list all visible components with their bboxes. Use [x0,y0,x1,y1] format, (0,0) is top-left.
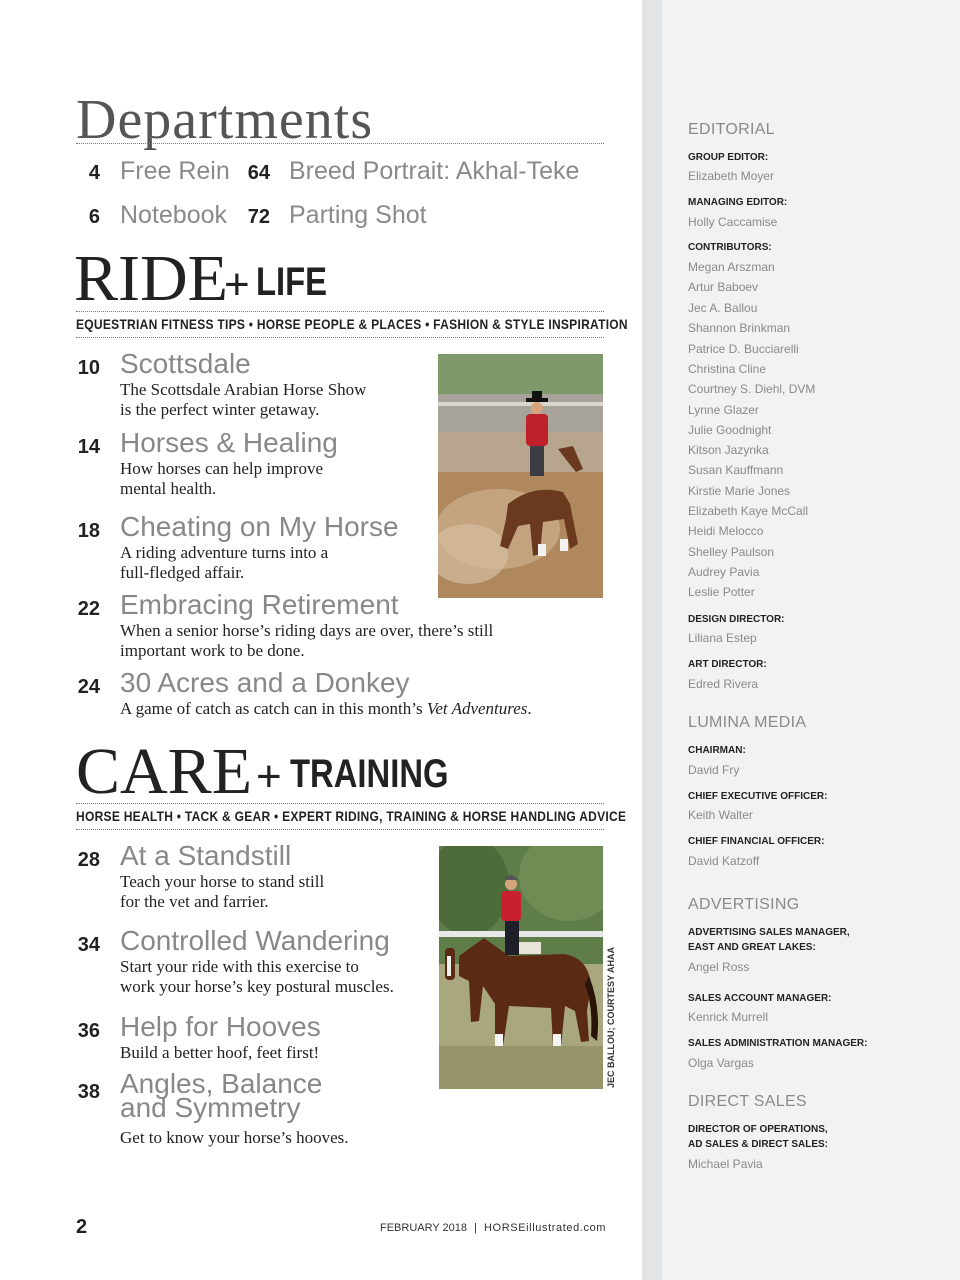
story-page-number: 36 [77,1020,100,1042]
story-page-number: 18 [77,520,100,542]
story-title-angles[interactable] [120,1068,323,1123]
dept-item-notebook[interactable]: Notebook [120,201,228,229]
dept-item-free-rein[interactable]: Free Rein [120,157,230,185]
masthead-heading-advertising: ADVERTISING [688,896,800,913]
dept-item-breed-portrait[interactable]: Breed Portrait: Akhal-Teke [289,157,580,185]
contributor-name: Shannon Brinkman [688,321,791,335]
riding-lesson-photo [439,846,603,1089]
contributor-name: Shelley Paulson [688,545,775,559]
masthead-name: Olga Vargas [688,1056,754,1070]
section-title-life: LIFE [256,260,328,304]
dept-page-number: 64 [247,162,270,184]
masthead-name: Edred Rivera [688,677,759,691]
story-page-number: 14 [77,436,100,458]
masthead-label [688,925,850,955]
dotted-rule [76,143,604,144]
story-page-number: 22 [77,598,100,620]
masthead-name: Liliana Estep [688,631,757,645]
story-title-line: Angles, Balance [120,1068,323,1099]
story-desc [120,543,328,583]
story-desc-line: Teach your horse to stand still [120,872,325,891]
story-page-number: 34 [77,934,100,956]
page-footer [380,1222,606,1234]
contributor-name: Jec A. Ballou [688,301,758,315]
section-subline: EQUESTRIAN FITNESS TIPS • HORSE PEOPLE & PLACES • FASHION & STYLE INSPIRATION [76,316,628,332]
masthead-name: Keith Walter [688,808,753,822]
masthead-name: Kenrick Murrell [688,1010,769,1024]
story-desc-line: Start your ride with this exercise to [120,957,359,976]
dept-page-number: 4 [88,162,100,184]
story-title-cheating[interactable]: Cheating on My Horse [120,511,399,542]
story-desc-line: When a senior horse’s riding days are over, there’s still [120,621,494,640]
story-desc [120,1128,349,1148]
contributor-name: Audrey Pavia [688,565,760,579]
story-desc-line: Get to know your horse’s hooves. [120,1128,349,1147]
masthead-sidebar [662,0,960,1280]
dept-page-number: 6 [88,206,100,228]
masthead-name: Elizabeth Moyer [688,169,775,183]
section-title-ride: RIDE [74,242,228,315]
story-title-scottsdale[interactable]: Scottsdale [120,348,251,379]
masthead-label: CHAIRMAN: [688,745,746,756]
reining-horse-photo [438,354,603,598]
story-desc [120,872,324,912]
departments-title: Departments [76,89,374,151]
masthead-label: CHIEF FINANCIAL OFFICER: [688,836,825,847]
footer-separator: | [474,1222,477,1234]
masthead-label-line: EAST AND GREAT LAKES: [688,942,816,953]
story-desc [120,957,394,997]
section-subline: HORSE HEALTH • TACK & GEAR • EXPERT RIDING, TRAINING & HORSE HANDLING ADVICE [76,808,627,824]
story-title-line: and Symmetry [120,1092,301,1123]
contributor-name: Artur Baboev [688,280,759,294]
dept-page-number: 72 [247,206,270,228]
story-page-number: 28 [77,849,100,871]
story-desc-line: The Scottsdale Arabian Horse Show [120,380,367,399]
masthead-label: ART DIRECTOR: [688,659,767,670]
footer-website[interactable]: HORSEillustrated.com [484,1222,607,1234]
section-title-plus: + [224,260,250,309]
contributor-name: Christina Cline [688,362,767,376]
contributor-name: Lynne Glazer [688,403,759,417]
story-page-number: 24 [77,676,100,698]
story-desc-line: How horses can help improve [120,459,324,478]
story-desc [120,1043,319,1063]
story-title-donkey[interactable]: 30 Acres and a Donkey [120,667,410,698]
masthead-label: SALES ADMINISTRATION MANAGER: [688,1038,868,1049]
masthead-name: Angel Ross [688,960,750,974]
masthead-name: David Katzoff [688,854,760,868]
masthead-label-line: ADVERTISING SALES MANAGER, [688,927,850,938]
contributor-name: Julie Goodnight [688,423,772,437]
section-title-training: TRAINING [290,752,449,796]
reining-horse-illustration [438,354,603,598]
contributor-name: Kirstie Marie Jones [688,484,791,498]
story-desc-emphasis: Vet Adventures [426,699,528,718]
story-title-horses-healing[interactable]: Horses & Healing [120,427,338,458]
story-desc-line: Build a better hoof, feet first! [120,1043,320,1062]
section-title-care: CARE [76,735,253,808]
masthead-label: GROUP EDITOR: [688,152,769,163]
story-title-retirement[interactable]: Embracing Retirement [120,589,399,620]
masthead-label-line: AD SALES & DIRECT SALES: [688,1139,829,1150]
photo-credit: JEC BALLOU; COURTESY AHAA [606,946,616,1088]
masthead-name: Holly Caccamise [688,215,778,229]
story-desc-text: A game of catch as catch can in this month’s [120,699,427,718]
dept-item-parting-shot[interactable]: Parting Shot [289,201,427,229]
contributor-name: Susan Kauffmann [688,463,784,477]
contributor-name: Patrice D. Bucciarelli [688,342,799,356]
dotted-rule [76,829,604,830]
contributor-name: Leslie Potter [688,585,755,599]
contributor-name: Heidi Melocco [688,524,764,538]
story-desc-text: . [527,699,532,718]
masthead-heading-editorial: EDITORIAL [688,121,775,138]
story-desc [120,621,493,661]
masthead-label-line: DIRECTOR OF OPERATIONS, [688,1124,828,1135]
dotted-rule [76,803,604,804]
story-desc-line: A riding adventure turns into a [120,543,329,562]
story-page-number: 38 [77,1081,100,1103]
masthead-heading-direct-sales: DIRECT SALES [688,1093,807,1110]
story-desc-line: full-fledged affair. [120,563,245,582]
masthead-label [688,1122,828,1152]
story-desc [120,380,366,420]
story-desc-line: for the vet and farrier. [120,892,269,911]
story-desc [120,459,323,499]
riding-lesson-illustration [439,846,603,1089]
contributor-name: Elizabeth Kaye McCall [688,504,809,518]
contributor-name: Kitson Jazynka [688,443,769,457]
issue-date: FEBRUARY 2018 [380,1222,468,1234]
story-title-controlled-wandering[interactable]: Controlled Wandering [120,925,390,956]
story-desc-line: mental health. [120,479,217,498]
story-desc-line: is the perfect winter getaway. [120,400,320,419]
masthead-label: DESIGN DIRECTOR: [688,614,785,625]
page-number: 2 [76,1216,88,1238]
masthead-label: MANAGING EDITOR: [688,197,788,208]
masthead-heading-lumina: LUMINA MEDIA [688,714,807,731]
story-desc-line: important work to be done. [120,641,305,660]
dotted-rule [76,311,604,312]
story-page-number: 10 [77,357,100,379]
masthead-name: Michael Pavia [688,1157,763,1171]
story-title-standstill[interactable]: At a Standstill [120,840,292,871]
masthead-label: SALES ACCOUNT MANAGER: [688,993,832,1004]
story-title-hooves[interactable]: Help for Hooves [120,1011,321,1042]
masthead-label: CONTRIBUTORS: [688,242,772,253]
masthead-label: CHIEF EXECUTIVE OFFICER: [688,791,828,802]
contributor-name: Courtney S. Diehl, DVM [688,382,816,396]
section-title-plus: + [256,752,282,801]
dotted-rule [76,337,604,338]
page-gutter [642,0,662,1280]
masthead-name: David Fry [688,763,740,777]
contributor-name: Megan Arszman [688,260,775,274]
story-desc [120,699,532,719]
story-desc-line: work your horse’s key postural muscles. [120,977,394,996]
